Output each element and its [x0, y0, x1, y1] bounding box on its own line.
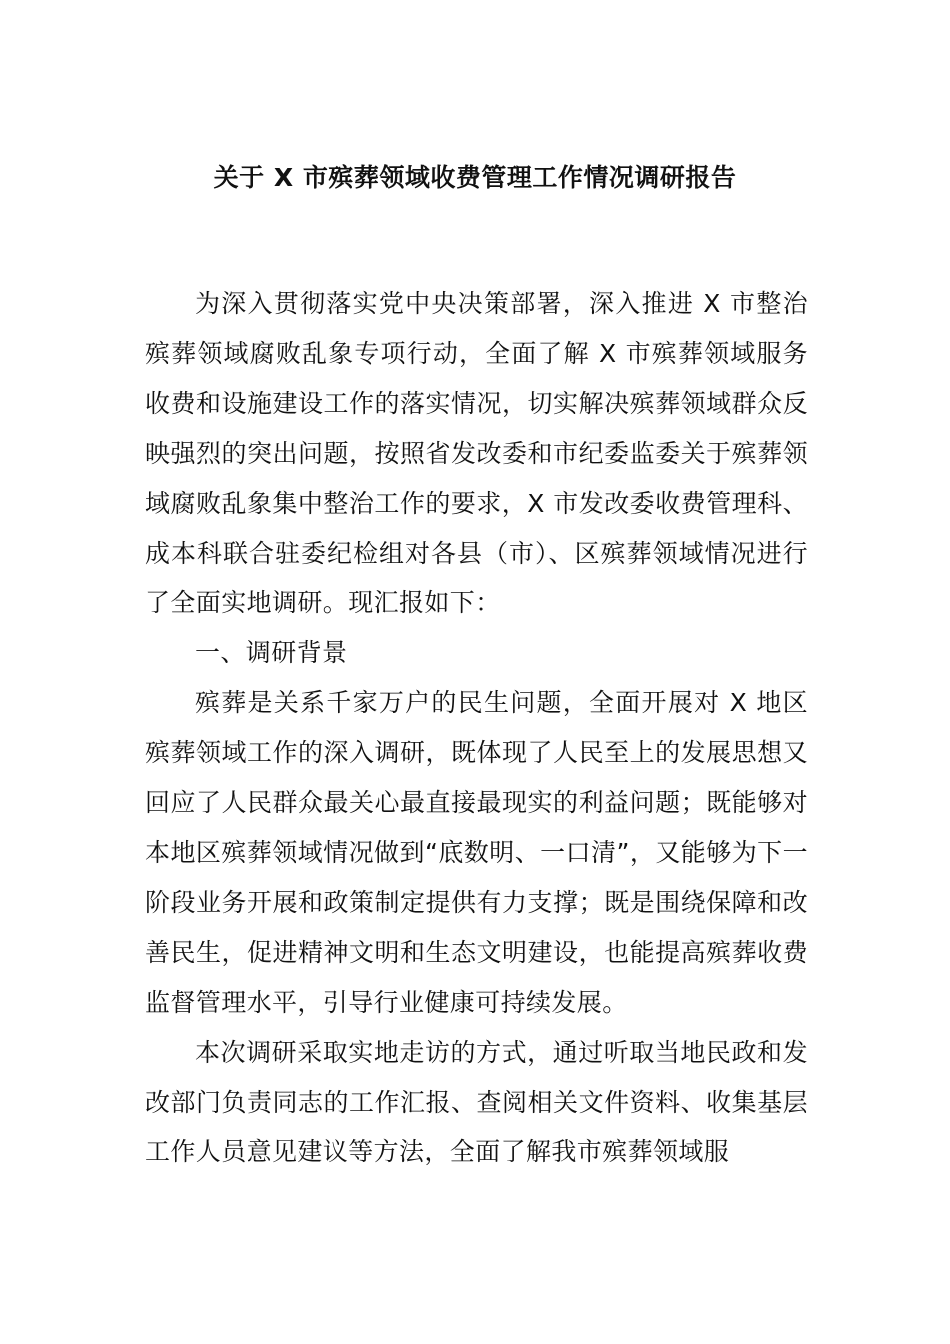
document-title: 关于 X 市殡葬领域收费管理工作情况调研报告	[213, 163, 737, 192]
background-paragraph: 殡葬是关系千家万户的民生问题，全面开展对 X 地区殡葬领域工作的深入调研，既体现了人民至上的发展思想又回应了人民群众最关心最直接最现实的利益问题；既能够对本地区殡葬领域情况做到“底数明、一口清”，又能够为下一阶段业务开展和政策制定提供有力支撑；既是围绕保障和改善民生，促进精神文明和生态文明建设，也能提高殡葬收费监督管理水平，引导行业健康可持续发展。	[145, 688, 808, 1017]
document-body	[145, 279, 808, 1177]
method-paragraph: 本次调研采取实地走访的方式，通过听取当地民政和发改部门负责同志的工作汇报、查阅相关文件资料、收集基层工作人员意见建议等方法，全面了解我市殡葬领域服	[145, 1037, 808, 1167]
section-heading-background: 一、调研背景	[195, 638, 348, 668]
intro-paragraph: 为深入贯彻落实党中央决策部署，深入推进 X 市整治殡葬领域腐败乱象专项行动，全面了解 X 市殡葬领域服务收费和设施建设工作的落实情况，切实解决殡葬领域群众反映强烈的突出问题，按照省发改委和市纪委监委关于殡葬领域腐败乱象集中整治工作的要求，X 市发改委收费管理科、成本科联合驻委纪检组对各县（市）、区殡葬领域情况进行了全面实地调研。现汇报如下：	[145, 289, 808, 618]
